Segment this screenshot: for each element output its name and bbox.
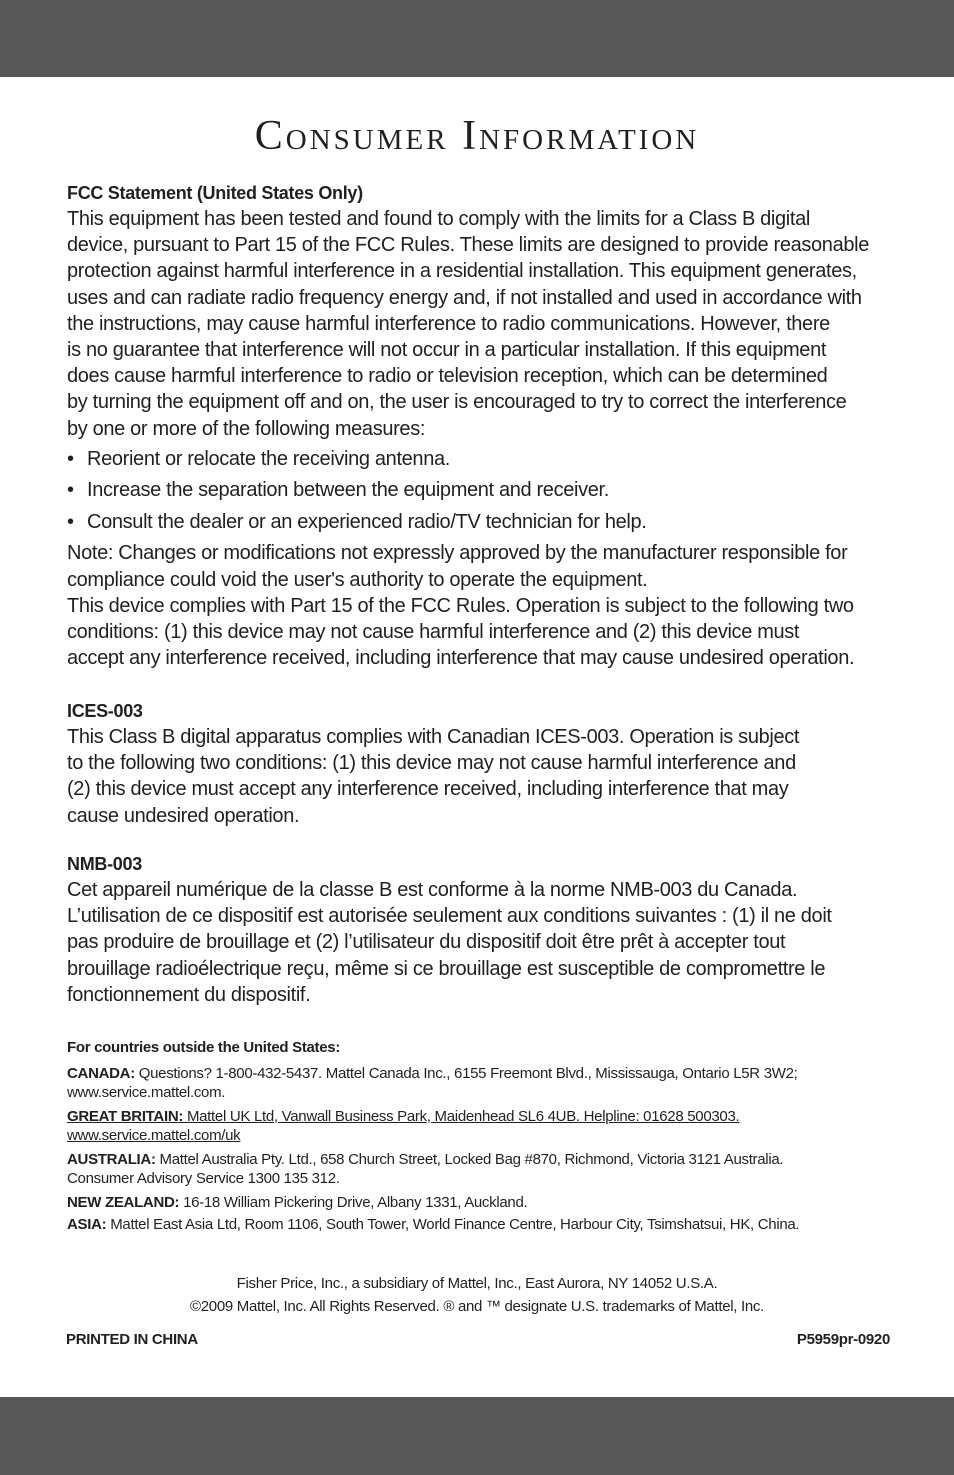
- fcc-note-line: accept any interference received, including interference that may cause undesired operation.: [67, 647, 855, 670]
- bullet-icon: •: [67, 447, 74, 470]
- list-item-text: Increase the separation between the equipment and receiver.: [87, 479, 609, 502]
- fcc-heading: FCC Statement (United States Only): [67, 183, 363, 203]
- fcc-note-line: Note: Changes or modifications not expressly approved by the manufacturer responsible for: [67, 542, 848, 565]
- ices-line: (2) this device must accept any interference received, including interference that may: [67, 778, 789, 801]
- fcc-intro-line: does cause harmful interference to radio or television reception, which can be determined: [67, 365, 828, 388]
- bottom-band: [0, 1397, 954, 1475]
- footer-company-line: Fisher Price, Inc., a subsidiary of Mattel, Inc., East Aurora, NY 14052 U.S.A.: [236, 1275, 718, 1292]
- list-item: [67, 446, 889, 472]
- great-britain-website[interactable]: www.service.mattel.com/uk: [67, 1127, 241, 1144]
- international-heading: For countries outside the United States:: [67, 1039, 341, 1056]
- australia-consumer-service: Consumer Advisory Service 1300 135 312.: [67, 1170, 340, 1187]
- asia-label: ASIA:: [67, 1216, 107, 1233]
- fcc-intro-line: protection against harmful interference in a residential installation. This equipment generates,: [67, 260, 857, 283]
- canada-website[interactable]: www.service.mattel.com.: [67, 1084, 226, 1101]
- ices-section: [67, 698, 889, 829]
- fcc-intro-line: This equipment has been tested and found to comply with the limits for a Class B digital: [67, 208, 810, 230]
- asia-text: Mattel East Asia Ltd, Room 1106, South Tower, World Finance Centre, Harbour City, Tsimshatsui, HK, China.: [106, 1216, 800, 1233]
- fcc-measures-list: [67, 446, 889, 535]
- great-britain-label: GREAT BRITAIN:: [67, 1108, 184, 1125]
- australia-label: AUSTRALIA:: [67, 1151, 156, 1168]
- australia-entry: [67, 1150, 897, 1188]
- list-item: [67, 509, 889, 535]
- new-zealand-entry: [67, 1193, 897, 1212]
- fcc-note-line: conditions: (1) this device may not cause harmful interference and (2) this device must: [67, 620, 800, 643]
- nmb-line: Cet appareil numérique de la classe B est conforme à la norme NMB-003 du Canada.: [67, 879, 798, 901]
- nmb-heading: NMB-003: [67, 854, 142, 874]
- fcc-note-line: compliance could void the user's authority to operate the equipment.: [67, 568, 648, 591]
- list-item-text: Reorient or relocate the receiving antenna.: [87, 447, 450, 470]
- fcc-intro-line: device, pursuant to Part 15 of the FCC Rules. These limits are designed to provide reasonable: [67, 234, 869, 257]
- great-britain-text: Mattel UK Ltd, Vanwall Business Park, Maidenhead SL6 4UB. Helpline: 01628 500303.: [183, 1108, 740, 1125]
- australia-text: Mattel Australia Pty. Ltd., 658 Church Street, Locked Bag #870, Richmond, Victoria 3121 Australia.: [155, 1151, 784, 1168]
- new-zealand-label: NEW ZEALAND:: [67, 1194, 180, 1211]
- top-band: [0, 0, 954, 77]
- fcc-intro-line: is no guarantee that interference will not occur in a particular installation. If this equipment: [67, 339, 827, 362]
- product-code: P5959pr-0920: [796, 1331, 890, 1348]
- fcc-intro-line: by one or more of the following measures:: [67, 417, 426, 440]
- fcc-note: [67, 540, 889, 671]
- nmb-line: L’utilisation de ce dispositif est autorisée seulement aux conditions suivantes : (1) il ne doit: [67, 905, 832, 928]
- nmb-section: [67, 851, 889, 1008]
- canada-text: Questions? 1-800-432-5437. Mattel Canada Inc., 6155 Freemont Blvd., Mississauga, Ontario L5R 3W2;: [134, 1065, 798, 1082]
- canada-label: CANADA:: [67, 1065, 135, 1082]
- international-section: [67, 1038, 897, 1234]
- fcc-intro-line: by turning the equipment off and on, the user is encouraged to try to correct the interference: [67, 391, 847, 414]
- nmb-line: fonctionnement du dispositif.: [67, 983, 311, 1006]
- page-title: Consumer Information: [254, 113, 700, 159]
- great-britain-entry: [67, 1107, 897, 1145]
- canada-entry: [67, 1064, 897, 1102]
- ices-heading: ICES-003: [67, 701, 143, 721]
- fcc-intro-line: the instructions, may cause harmful interference to radio communications. However, there: [67, 312, 830, 335]
- asia-entry: [67, 1215, 897, 1234]
- fcc-intro: [67, 206, 889, 442]
- printed-in-label: PRINTED IN CHINA: [66, 1331, 198, 1348]
- list-item: [67, 477, 889, 503]
- list-item-text: Consult the dealer or an experienced radio/TV technician for help.: [87, 510, 647, 533]
- ices-line: cause undesired operation.: [67, 804, 300, 827]
- nmb-line: pas produire de brouillage et (2) l’utilisateur du dispositif doit être prêt à accepter tout: [67, 931, 786, 954]
- bullet-icon: •: [67, 479, 74, 502]
- fcc-intro-line: uses and can radiate radio frequency energy and, if not installed and used in accordance with: [67, 286, 862, 309]
- nmb-line: brouillage radioélectrique reçu, même si ce brouillage est susceptible de compromettre le: [67, 957, 826, 980]
- new-zealand-text: 16-18 William Pickering Drive, Albany 1331, Auckland.: [179, 1194, 528, 1211]
- ices-line: This Class B digital apparatus complies with Canadian ICES-003. Operation is subject: [67, 726, 800, 748]
- bullet-icon: •: [67, 510, 74, 533]
- footer-copyright-line: ©2009 Mattel, Inc. All Rights Reserved. ® and ™ designate U.S. trademarks of Mattel, Inc.: [189, 1298, 764, 1315]
- fcc-note-line: This device complies with Part 15 of the FCC Rules. Operation is subject to the following two: [67, 594, 854, 617]
- fcc-section: [67, 180, 889, 671]
- ices-line: to the following two conditions: (1) this device may not cause harmful interference and: [67, 752, 796, 775]
- footer-copyright: [0, 1272, 954, 1318]
